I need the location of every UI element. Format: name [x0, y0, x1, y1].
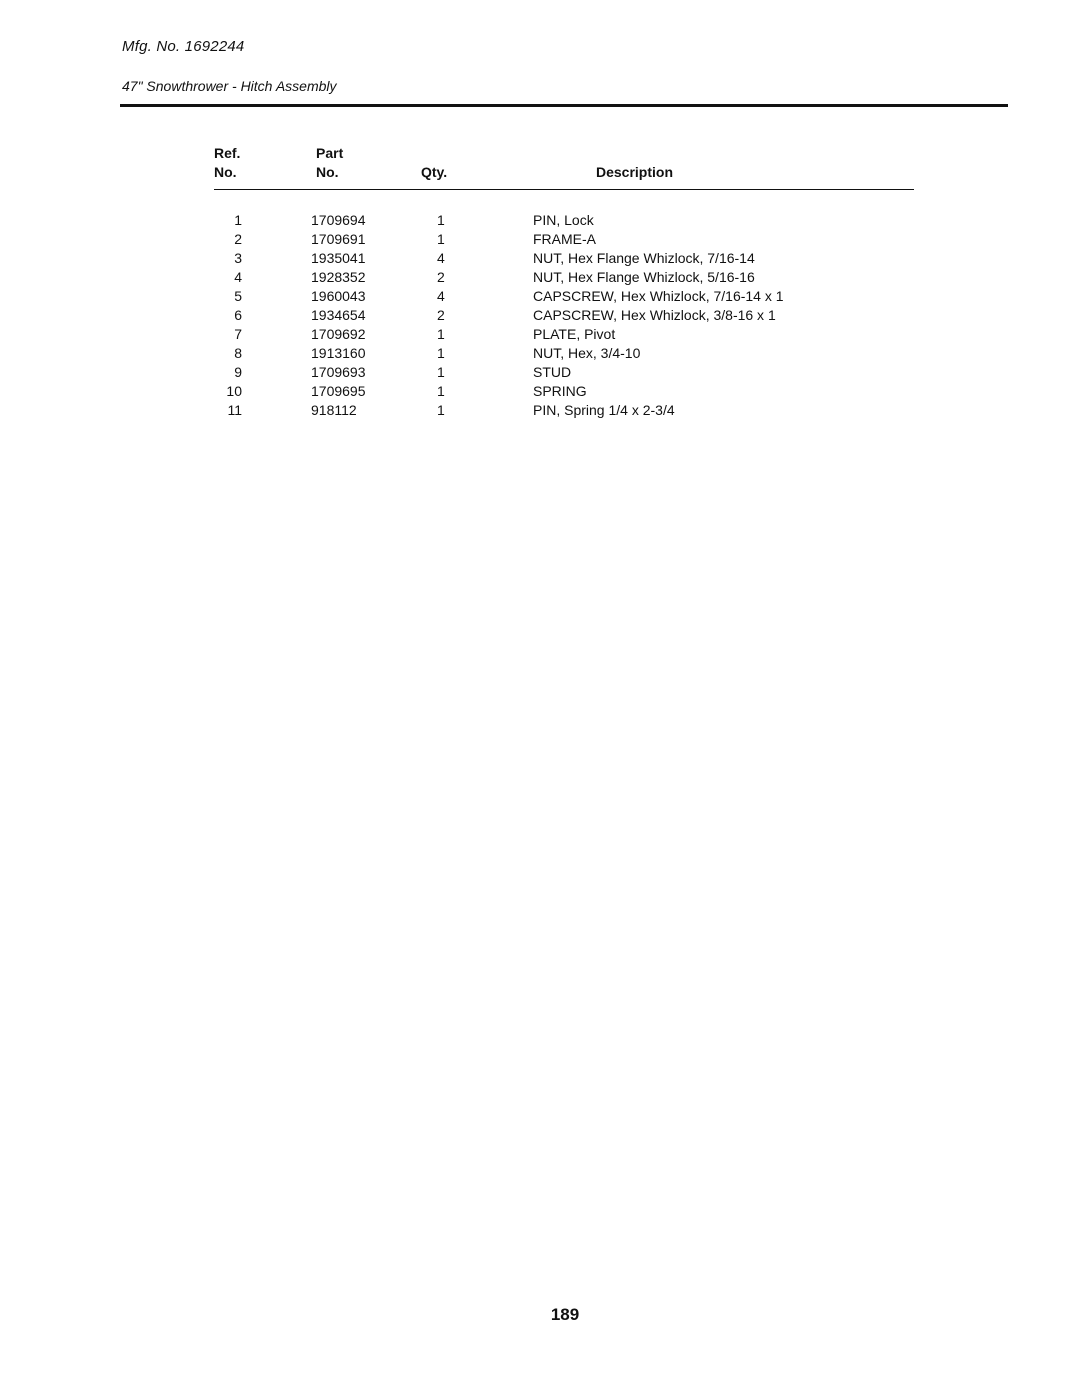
- table-row: [0, 287, 1080, 306]
- table-row: [0, 325, 1080, 344]
- part-number: 1935041: [311, 250, 366, 266]
- parts-list: [0, 211, 1080, 420]
- table-row: [0, 211, 1080, 230]
- quantity: 1: [437, 212, 445, 228]
- table-row: [0, 249, 1080, 268]
- ref-number: 1: [234, 212, 242, 228]
- header-divider: [120, 104, 1008, 107]
- description: PIN, Lock: [533, 212, 594, 228]
- description: NUT, Hex Flange Whizlock, 7/16-14: [533, 250, 755, 266]
- part-number: 1928352: [311, 269, 366, 285]
- ref-number: 6: [234, 307, 242, 323]
- section-title: 47" Snowthrower - Hitch Assembly: [122, 78, 337, 94]
- quantity: 1: [437, 231, 445, 247]
- description: PIN, Spring 1/4 x 2-3/4: [533, 402, 675, 418]
- quantity: 1: [437, 383, 445, 399]
- table-row: [0, 268, 1080, 287]
- ref-number: 2: [234, 231, 242, 247]
- part-number: 1960043: [311, 288, 366, 304]
- column-header-ref-line2: No.: [214, 164, 237, 180]
- column-header-part: [316, 144, 356, 182]
- quantity: 2: [437, 307, 445, 323]
- table-row: [0, 401, 1080, 420]
- ref-number: 5: [234, 288, 242, 304]
- table-row: [0, 230, 1080, 249]
- description: NUT, Hex Flange Whizlock, 5/16-16: [533, 269, 755, 285]
- table-row: [0, 382, 1080, 401]
- column-header-qty: Qty.: [421, 164, 448, 180]
- ref-number: 3: [234, 250, 242, 266]
- description: CAPSCREW, Hex Whizlock, 7/16-14 x 1: [533, 288, 784, 304]
- quantity: 4: [437, 288, 445, 304]
- part-number: 1934654: [311, 307, 366, 323]
- quantity: 1: [437, 326, 445, 342]
- description: STUD: [533, 364, 572, 380]
- quantity: 1: [437, 364, 445, 380]
- table-row: [0, 344, 1080, 363]
- ref-number: 10: [226, 383, 242, 399]
- description: PLATE, Pivot: [533, 326, 616, 342]
- manufacturer-number: Mfg. No. 1692244: [122, 38, 245, 55]
- part-number: 1913160: [311, 345, 366, 361]
- table-row: [0, 363, 1080, 382]
- column-header-ref-line1: Ref.: [214, 145, 241, 161]
- ref-number: 8: [234, 345, 242, 361]
- column-header-part-line1: Part: [316, 145, 344, 161]
- part-number: 1709693: [311, 364, 366, 380]
- part-number: 1709695: [311, 383, 366, 399]
- description: SPRING: [533, 383, 587, 399]
- quantity: 2: [437, 269, 445, 285]
- ref-number: 11: [227, 402, 242, 418]
- ref-number: 9: [234, 364, 242, 380]
- part-number: 1709691: [311, 231, 366, 247]
- quantity: 1: [437, 402, 445, 418]
- part-number: 1709692: [311, 326, 366, 342]
- column-header-ref: [214, 144, 254, 182]
- quantity: 4: [437, 250, 445, 266]
- table-row: [0, 306, 1080, 325]
- description: NUT, Hex, 3/4-10: [533, 345, 641, 361]
- ref-number: 7: [234, 326, 242, 342]
- table-header-divider: [214, 189, 914, 190]
- column-header-part-line2: No.: [316, 164, 339, 180]
- part-number: 918112: [311, 402, 357, 418]
- part-number: 1709694: [311, 212, 366, 228]
- description: CAPSCREW, Hex Whizlock, 3/8-16 x 1: [533, 307, 776, 323]
- page-number: 189: [550, 1305, 580, 1324]
- quantity: 1: [437, 345, 445, 361]
- description: FRAME-A: [533, 231, 596, 247]
- column-header-description: Description: [596, 164, 674, 180]
- ref-number: 4: [234, 269, 242, 285]
